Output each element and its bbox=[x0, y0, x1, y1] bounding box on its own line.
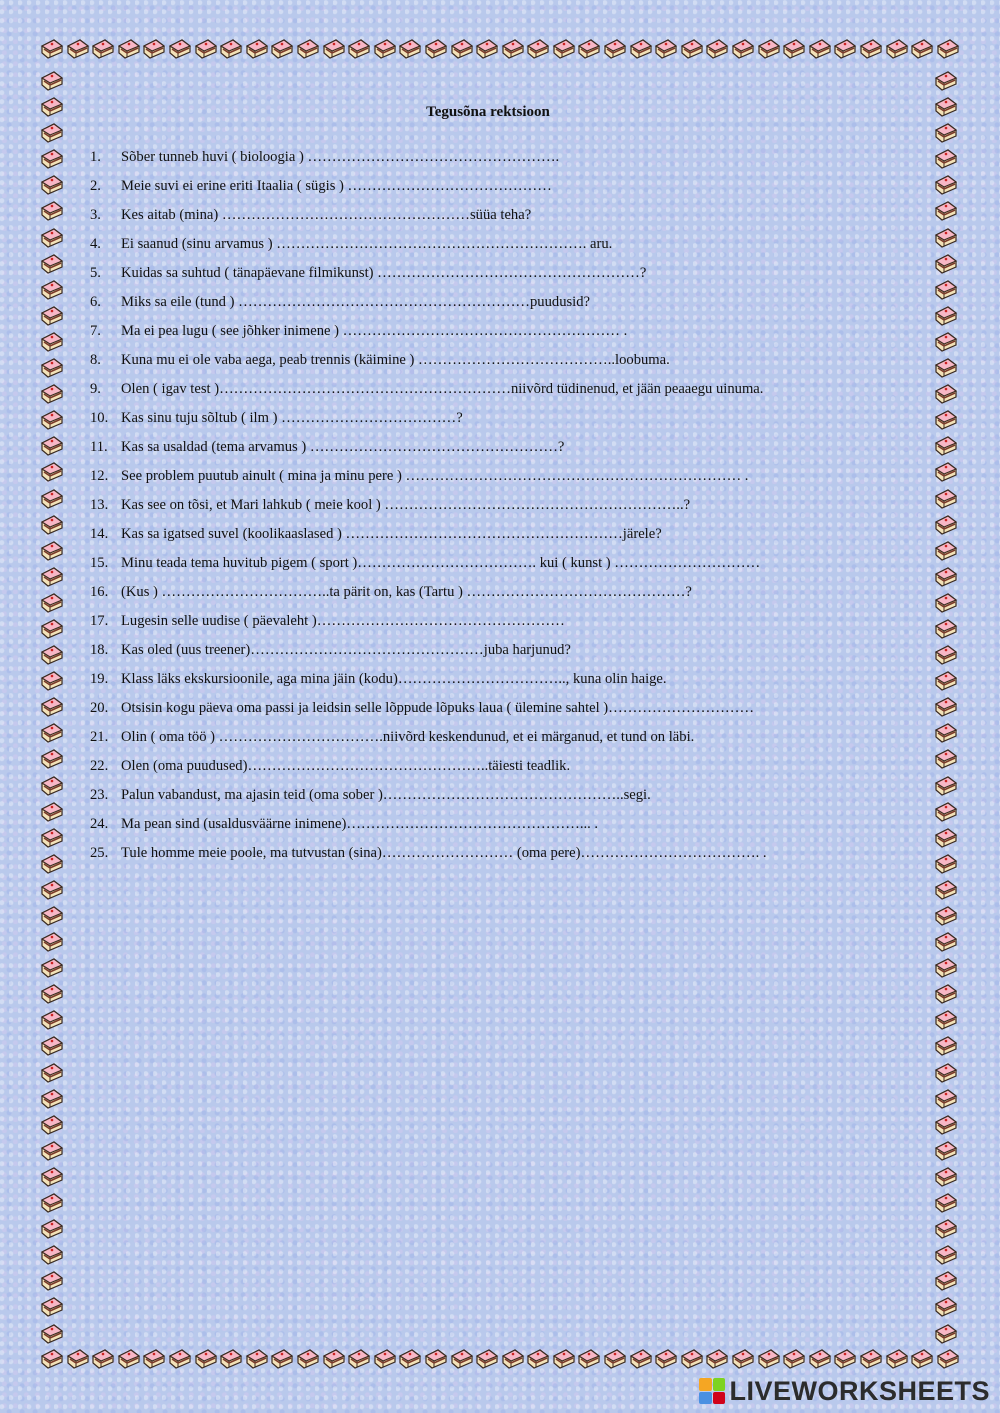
cake-icon bbox=[934, 1166, 958, 1188]
cake-icon bbox=[934, 148, 958, 170]
cake-icon bbox=[910, 38, 934, 60]
cake-icon bbox=[934, 983, 958, 1005]
exercise-number: 5. bbox=[90, 265, 101, 281]
cake-icon bbox=[934, 618, 958, 640]
cake-icon bbox=[808, 1348, 832, 1370]
cake-icon bbox=[934, 644, 958, 666]
exercise-number: 1. bbox=[90, 149, 101, 165]
cake-icon bbox=[934, 70, 958, 92]
cake-icon bbox=[934, 722, 958, 744]
exercise-item bbox=[90, 497, 890, 526]
exercise-item bbox=[90, 410, 890, 439]
cake-icon bbox=[142, 38, 166, 60]
cake-icon bbox=[936, 1348, 960, 1370]
exercise-number: 20. bbox=[90, 700, 109, 716]
cake-icon bbox=[934, 1244, 958, 1266]
border-top bbox=[40, 38, 960, 64]
exercise-number: 2. bbox=[90, 178, 101, 194]
exercise-text: Sõber tunneb huvi ( bioloogia ) ……………………………………………. bbox=[121, 149, 560, 165]
exercise-text: Minu teada tema huvitub pigem ( sport )………………………………. kui ( kunst ) ………………………… bbox=[121, 555, 761, 571]
exercise-number: 8. bbox=[90, 352, 101, 368]
cake-icon bbox=[40, 618, 64, 640]
cake-icon bbox=[705, 38, 729, 60]
exercise-number: 21. bbox=[90, 729, 109, 745]
cake-icon bbox=[296, 38, 320, 60]
cake-icon bbox=[40, 122, 64, 144]
cake-icon bbox=[680, 1348, 704, 1370]
exercise-text: Meie suvi ei erine eriti Itaalia ( sügis ) …………………………………… bbox=[121, 178, 552, 194]
cake-icon bbox=[629, 38, 653, 60]
exercise-text: See problem puutub ainult ( mina ja minu pere ) …………………………………………………………… . bbox=[121, 468, 749, 484]
exercise-item bbox=[90, 758, 890, 787]
cake-icon bbox=[91, 1348, 115, 1370]
cake-icon bbox=[40, 1218, 64, 1240]
cake-icon bbox=[219, 1348, 243, 1370]
cake-icon bbox=[705, 1348, 729, 1370]
cake-icon bbox=[66, 1348, 90, 1370]
exercise-item bbox=[90, 294, 890, 323]
exercise-text: Lugesin selle uudise ( päevaleht )…………………………………………… bbox=[121, 613, 565, 629]
cake-icon bbox=[40, 514, 64, 536]
cake-icon bbox=[934, 461, 958, 483]
cake-icon bbox=[40, 331, 64, 353]
cake-icon bbox=[934, 853, 958, 875]
cake-icon bbox=[40, 1244, 64, 1266]
exercise-number: 9. bbox=[90, 381, 101, 397]
exercise-text: Ei saanud (sinu arvamus ) ………………………………………………………. aru. bbox=[121, 236, 613, 252]
cake-icon bbox=[782, 1348, 806, 1370]
cake-icon bbox=[782, 38, 806, 60]
exercise-number: 4. bbox=[90, 236, 101, 252]
cake-icon bbox=[40, 383, 64, 405]
cake-icon bbox=[934, 1296, 958, 1318]
cake-icon bbox=[168, 1348, 192, 1370]
exercise-item bbox=[90, 700, 890, 729]
exercise-item bbox=[90, 381, 890, 410]
exercise-text: Kas sinu tuju sõltub ( ilm ) ………………………………? bbox=[121, 410, 463, 426]
cake-icon bbox=[40, 670, 64, 692]
cake-icon bbox=[40, 696, 64, 718]
cake-icon bbox=[680, 38, 704, 60]
cake-icon bbox=[168, 38, 192, 60]
cake-icon bbox=[322, 38, 346, 60]
cake-icon bbox=[934, 540, 958, 562]
cake-icon bbox=[245, 38, 269, 60]
cake-icon bbox=[934, 174, 958, 196]
border-bottom bbox=[40, 1348, 960, 1374]
exercise-item bbox=[90, 555, 890, 584]
cake-icon bbox=[40, 801, 64, 823]
exercise-number: 15. bbox=[90, 555, 109, 571]
cake-icon bbox=[934, 1218, 958, 1240]
cake-icon bbox=[40, 592, 64, 614]
liveworksheets-logo-icon bbox=[699, 1378, 725, 1404]
exercise-number: 11. bbox=[90, 439, 108, 455]
exercise-number: 14. bbox=[90, 526, 109, 542]
exercise-item bbox=[90, 729, 890, 758]
cake-icon bbox=[934, 1114, 958, 1136]
cake-icon bbox=[66, 38, 90, 60]
cake-icon bbox=[885, 38, 909, 60]
cake-icon bbox=[40, 722, 64, 744]
exercise-text: Palun vabandust, ma ajasin teid (oma sober )…………………………………………..segi. bbox=[121, 787, 651, 803]
exercise-number: 19. bbox=[90, 671, 109, 687]
cake-icon bbox=[40, 174, 64, 196]
cake-icon bbox=[934, 357, 958, 379]
exercise-text: Miks sa eile (tund ) ……………………………………………………puudusid? bbox=[121, 294, 591, 310]
exercise-text: Tule homme meie poole, ma tutvustan (sina)……………………… (oma pere)………………………………. . bbox=[121, 845, 767, 861]
cake-icon bbox=[40, 827, 64, 849]
exercise-item bbox=[90, 642, 890, 671]
cake-icon bbox=[934, 331, 958, 353]
cake-icon bbox=[270, 1348, 294, 1370]
cake-icon bbox=[373, 1348, 397, 1370]
cake-icon bbox=[934, 383, 958, 405]
cake-icon bbox=[934, 1009, 958, 1031]
exercise-text: Kas sa usaldad (tema arvamus ) ……………………………………………? bbox=[121, 439, 565, 455]
exercise-item bbox=[90, 787, 890, 816]
exercise-item bbox=[90, 613, 890, 642]
cake-icon bbox=[475, 38, 499, 60]
cake-icon bbox=[808, 38, 832, 60]
cake-icon bbox=[934, 748, 958, 770]
cake-icon bbox=[117, 38, 141, 60]
cake-icon bbox=[40, 540, 64, 562]
cake-icon bbox=[934, 1035, 958, 1057]
cake-icon bbox=[934, 905, 958, 927]
cake-icon bbox=[934, 488, 958, 510]
cake-icon bbox=[40, 409, 64, 431]
cake-icon bbox=[934, 1140, 958, 1162]
exercise-number: 6. bbox=[90, 294, 101, 310]
exercise-text: Kas sa igatsed suvel (koolikaaslased ) …………………………………………………järele? bbox=[121, 526, 662, 542]
exercise-item bbox=[90, 845, 890, 874]
cake-icon bbox=[40, 488, 64, 510]
cake-icon bbox=[40, 1192, 64, 1214]
cake-icon bbox=[40, 253, 64, 275]
cake-icon bbox=[910, 1348, 934, 1370]
exercise-item bbox=[90, 265, 890, 294]
cake-icon bbox=[934, 957, 958, 979]
exercise-text: Otsisin kogu päeva oma passi ja leidsin selle lõppude lõpuks laua ( ülemine sahtel )………………………… bbox=[121, 700, 755, 716]
cake-icon bbox=[117, 1348, 141, 1370]
cake-icon bbox=[245, 1348, 269, 1370]
exercise-number: 22. bbox=[90, 758, 109, 774]
cake-icon bbox=[934, 514, 958, 536]
cake-icon bbox=[603, 38, 627, 60]
cake-icon bbox=[934, 409, 958, 431]
cake-icon bbox=[934, 931, 958, 953]
cake-icon bbox=[40, 775, 64, 797]
cake-icon bbox=[934, 696, 958, 718]
exercise-number: 7. bbox=[90, 323, 101, 339]
cake-icon bbox=[934, 435, 958, 457]
cake-icon bbox=[603, 1348, 627, 1370]
cake-icon bbox=[40, 227, 64, 249]
cake-icon bbox=[501, 38, 525, 60]
cake-icon bbox=[885, 1348, 909, 1370]
exercise-text: Ma ei pea lugu ( see jõhker inimene ) ………………………………………………… . bbox=[121, 323, 628, 339]
exercise-item bbox=[90, 207, 890, 236]
cake-icon bbox=[731, 1348, 755, 1370]
cake-icon bbox=[934, 592, 958, 614]
exercise-text: Olen (oma puudused)…………………………………………..täiesti teadlik. bbox=[121, 758, 571, 774]
exercise-item bbox=[90, 178, 890, 207]
exercise-item bbox=[90, 439, 890, 468]
exercise-text: Ma pean sind (usaldusväärne inimene)…………………………………………... . bbox=[121, 816, 599, 832]
cake-icon bbox=[859, 38, 883, 60]
cake-icon bbox=[934, 827, 958, 849]
exercise-list bbox=[90, 149, 890, 874]
cake-icon bbox=[40, 357, 64, 379]
logo-text: LIVEWORKSHEETS bbox=[729, 1375, 990, 1406]
exercise-item bbox=[90, 323, 890, 352]
exercise-item bbox=[90, 352, 890, 381]
cake-icon bbox=[40, 435, 64, 457]
cake-icon bbox=[934, 801, 958, 823]
cake-icon bbox=[934, 1323, 958, 1345]
cake-icon bbox=[936, 38, 960, 60]
cake-icon bbox=[91, 38, 115, 60]
cake-icon bbox=[934, 122, 958, 144]
cake-icon bbox=[194, 38, 218, 60]
cake-icon bbox=[322, 1348, 346, 1370]
cake-icon bbox=[577, 38, 601, 60]
exercise-number: 10. bbox=[90, 410, 109, 426]
exercise-item bbox=[90, 584, 890, 613]
exercise-text: Kuidas sa suhtud ( tänapäevane filmikunst) ………………………………………………? bbox=[121, 265, 647, 281]
cake-icon bbox=[40, 279, 64, 301]
exercise-text: Kes aitab (mina) ……………………………………………süüa teha? bbox=[121, 207, 532, 223]
cake-icon bbox=[40, 1348, 64, 1370]
cake-icon bbox=[40, 644, 64, 666]
cake-icon bbox=[40, 148, 64, 170]
cake-icon bbox=[40, 1323, 64, 1345]
exercise-text: Kas see on tõsi, et Mari lahkub ( meie kool ) ……………………………………………………..? bbox=[121, 497, 691, 513]
cake-icon bbox=[40, 1270, 64, 1292]
exercise-number: 18. bbox=[90, 642, 109, 658]
cake-icon bbox=[194, 1348, 218, 1370]
cake-icon bbox=[40, 1166, 64, 1188]
exercise-number: 23. bbox=[90, 787, 109, 803]
cake-icon bbox=[934, 305, 958, 327]
cake-icon bbox=[270, 38, 294, 60]
exercise-item bbox=[90, 816, 890, 845]
cake-icon bbox=[219, 38, 243, 60]
liveworksheets-logo bbox=[699, 1375, 990, 1407]
cake-icon bbox=[40, 305, 64, 327]
cake-icon bbox=[629, 1348, 653, 1370]
cake-icon bbox=[40, 905, 64, 927]
cake-icon bbox=[142, 1348, 166, 1370]
cake-icon bbox=[934, 1088, 958, 1110]
cake-icon bbox=[40, 1009, 64, 1031]
worksheet-title: Tegusõna rektsioon bbox=[426, 104, 550, 120]
cake-icon bbox=[552, 38, 576, 60]
cake-icon bbox=[40, 1114, 64, 1136]
cake-icon bbox=[40, 38, 64, 60]
cake-icon bbox=[552, 1348, 576, 1370]
exercise-number: 24. bbox=[90, 816, 109, 832]
cake-icon bbox=[40, 1296, 64, 1318]
cake-icon bbox=[40, 461, 64, 483]
exercise-number: 13. bbox=[90, 497, 109, 513]
cake-icon bbox=[398, 1348, 422, 1370]
cake-icon bbox=[654, 38, 678, 60]
cake-icon bbox=[934, 670, 958, 692]
exercise-item bbox=[90, 149, 890, 178]
cake-icon bbox=[40, 70, 64, 92]
cake-icon bbox=[450, 38, 474, 60]
cake-icon bbox=[934, 879, 958, 901]
exercise-text: Olin ( oma töö ) …………………………….niivõrd keskendunud, et ei märganud, et tund on läbi. bbox=[121, 729, 695, 745]
cake-icon bbox=[577, 1348, 601, 1370]
exercise-item bbox=[90, 468, 890, 497]
exercise-number: 17. bbox=[90, 613, 109, 629]
exercise-number: 12. bbox=[90, 468, 109, 484]
cake-icon bbox=[296, 1348, 320, 1370]
cake-icon bbox=[934, 227, 958, 249]
cake-icon bbox=[40, 931, 64, 953]
cake-icon bbox=[475, 1348, 499, 1370]
cake-icon bbox=[40, 566, 64, 588]
exercise-text: Kas oled (uus treener)…………………………………………juba harjunud? bbox=[121, 642, 571, 658]
cake-icon bbox=[757, 38, 781, 60]
cake-icon bbox=[40, 748, 64, 770]
cake-icon bbox=[654, 1348, 678, 1370]
cake-icon bbox=[40, 1035, 64, 1057]
cake-icon bbox=[934, 279, 958, 301]
cake-icon bbox=[501, 1348, 525, 1370]
exercise-text: (Kus ) ……………………………..ta pärit on, kas (Tartu ) ………………………………………? bbox=[121, 584, 692, 600]
exercise-text: Olen ( igav test )……………………………………………………niivõrd tüdinenud, et jään peaaegu uinuma. bbox=[121, 381, 764, 397]
border-left bbox=[40, 70, 66, 1345]
cake-icon bbox=[450, 1348, 474, 1370]
cake-icon bbox=[833, 38, 857, 60]
cake-icon bbox=[731, 38, 755, 60]
cake-icon bbox=[934, 1192, 958, 1214]
cake-icon bbox=[934, 566, 958, 588]
cake-icon bbox=[40, 1088, 64, 1110]
cake-icon bbox=[934, 1062, 958, 1084]
cake-icon bbox=[40, 957, 64, 979]
cake-icon bbox=[859, 1348, 883, 1370]
exercise-item bbox=[90, 671, 890, 700]
cake-icon bbox=[424, 1348, 448, 1370]
exercise-number: 3. bbox=[90, 207, 101, 223]
cake-icon bbox=[934, 1270, 958, 1292]
cake-icon bbox=[757, 1348, 781, 1370]
cake-icon bbox=[40, 200, 64, 222]
exercise-number: 16. bbox=[90, 584, 109, 600]
cake-icon bbox=[833, 1348, 857, 1370]
cake-icon bbox=[40, 879, 64, 901]
cake-icon bbox=[347, 38, 371, 60]
exercise-text: Kuna mu ei ole vaba aega, peab trennis (käimine ) …………………………………..loobuma. bbox=[121, 352, 670, 368]
cake-icon bbox=[934, 253, 958, 275]
cake-icon bbox=[347, 1348, 371, 1370]
cake-icon bbox=[373, 38, 397, 60]
exercise-number: 25. bbox=[90, 845, 109, 861]
cake-icon bbox=[40, 1062, 64, 1084]
cake-icon bbox=[526, 1348, 550, 1370]
cake-icon bbox=[398, 38, 422, 60]
exercise-item bbox=[90, 526, 890, 555]
exercise-item bbox=[90, 236, 890, 265]
exercise-text: Klass läks ekskursioonile, aga mina jäin (kodu)…………………………….., kuna olin haige. bbox=[121, 671, 667, 687]
cake-icon bbox=[934, 200, 958, 222]
cake-icon bbox=[934, 775, 958, 797]
border-right bbox=[934, 70, 960, 1345]
cake-icon bbox=[424, 38, 448, 60]
cake-icon bbox=[40, 1140, 64, 1162]
cake-icon bbox=[40, 853, 64, 875]
cake-icon bbox=[40, 983, 64, 1005]
cake-icon bbox=[526, 38, 550, 60]
